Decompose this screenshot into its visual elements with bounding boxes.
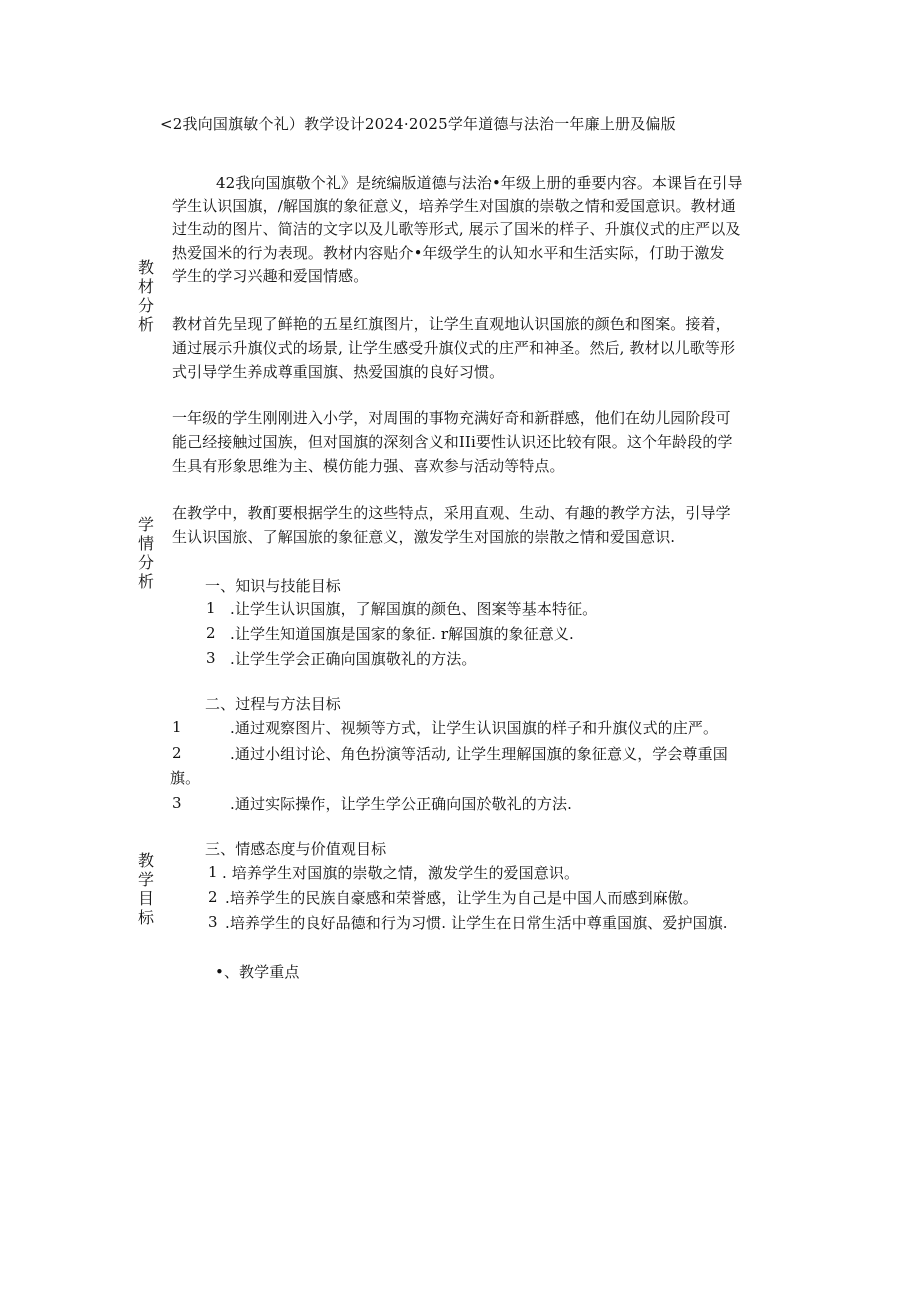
- goal-emotion-item1-number: 1: [208, 863, 218, 881]
- goal-emotion-item2-number: 2: [208, 888, 218, 906]
- material-para1-line3: 热爱国米的行为表现。教材内容贴介•年级学生的认知水平和生活实际，仃助于激发: [172, 244, 725, 262]
- goal-knowledge-heading: 一、知识与技能目标: [205, 577, 341, 595]
- goal-emotion-item2-text: .培养学生的民族自豪感和荣誉感，让学生为自己是中国人而感到麻傲。: [225, 889, 698, 907]
- goal-knowledge-item2-text: .让学生知道国旗是国家的象征. r解国旗的象征意义.: [230, 625, 574, 643]
- learner-para2-line2: 生认识国旅、了解国旅的象征意义，激发学生对国旅的崇散之情和爱国意识.: [172, 528, 676, 546]
- side-label-teaching-goals: 教学目标: [137, 851, 154, 927]
- material-para1-line2: 过生动的图片、简洁的文字以及儿歌等形式, 展示了国米的样子、升旗仪式的庄严以及: [172, 220, 741, 238]
- goal-knowledge-item2-number: 2: [206, 624, 216, 642]
- material-para2-line3: 式引导学生养成尊重国旗、热爱国旗的良好习惯。: [172, 363, 505, 381]
- learner-para2-line1: 在教学中，教酊要根据学生的这些特点，采用直观、生动、有趣的教学方法，引导学: [172, 504, 731, 522]
- goal-emotion-item3-text: .培养学生的良好品德和行为习惯. 让学生在日常生活中尊重国旗、爱护国旗.: [225, 914, 728, 932]
- goal-process-item2-continuation: 旗。: [170, 769, 201, 787]
- side-label-material-analysis: 教材分析: [137, 258, 154, 334]
- goal-process-item2-number: 2: [172, 744, 182, 762]
- side-label-learner-analysis: 学情分析: [137, 515, 154, 591]
- teaching-focus-heading: •、教学重点: [215, 963, 300, 981]
- goal-process-item1-number: 1: [172, 718, 182, 736]
- goal-knowledge-item3-text: .让学生学会正确向国旗敬礼的方法。: [230, 650, 477, 668]
- goal-process-heading: 二、过程与方法目标: [205, 695, 341, 713]
- goal-process-item1-text: .通过观察图片、视频等方式，让学生认识国旗的样子和升旗仪式的庄严。: [230, 719, 719, 737]
- material-para1-line4: 学生的学习兴趣和爱国情感。: [172, 267, 369, 285]
- learner-para1-line2: 能己经接触过国族，但对国旗的深刻含义和IIi要性认识还比较有限。这个年龄段的学: [172, 433, 733, 451]
- goal-knowledge-item3-number: 3: [206, 649, 216, 667]
- goal-process-item3-text: .通过实际操作，让学生学公正确向国於敬礼的方法.: [230, 795, 572, 813]
- goal-process-item2-text: .通过小组讨论、角色扮演等活动, 让学生理解国旗的象征意义，学会尊重国: [230, 745, 728, 763]
- material-para2-line2: 通过展示升旗仪式的场景, 让学生感受升旗仪式的庄严和神圣。然后, 教材以儿歌等形: [172, 339, 736, 357]
- goal-knowledge-item1-text: .让学生认识国旗，了解国旗的颜色、图案等基本特征。: [230, 600, 598, 618]
- material-para2-line1: 教材首先呈现了鲜艳的五星红旗图片，让学生直观地认识国旅的颜色和图案。接着，: [172, 315, 731, 333]
- learner-para1-line3: 生具有形象思维为主、模仿能力强、喜欢参与活动等特点。: [172, 457, 565, 475]
- material-para1-line0: 42我向国旗敬个礼》是统编版道德与法治•年级上册的垂要内容。本课旨在引导: [216, 174, 743, 192]
- learner-para1-line1: 一年级的学生刚刚进入小学，对周围的事物充满好奇和新群感，他们在幼儿园阶段可: [172, 409, 731, 427]
- document-title: <2我向国旗敏个礼）教学设计2024·2025学年道德与法治一年廉上册及偏版: [160, 115, 676, 133]
- goal-emotion-heading: 三、情感态度与价值观目标: [205, 840, 387, 858]
- material-para1-line1: 学生认识国旗，/解国旗的象征意义，培养学生对国旗的崇敬之情和爱国意识。教材通: [172, 197, 736, 215]
- goal-process-item3-number: 3: [172, 794, 182, 812]
- goal-emotion-item3-number: 3: [208, 913, 218, 931]
- goal-knowledge-item1-number: 1: [206, 599, 216, 617]
- goal-emotion-item1-text: . 培养学生对国旗的崇敬之情，激发学生的爱国意识。: [222, 864, 580, 882]
